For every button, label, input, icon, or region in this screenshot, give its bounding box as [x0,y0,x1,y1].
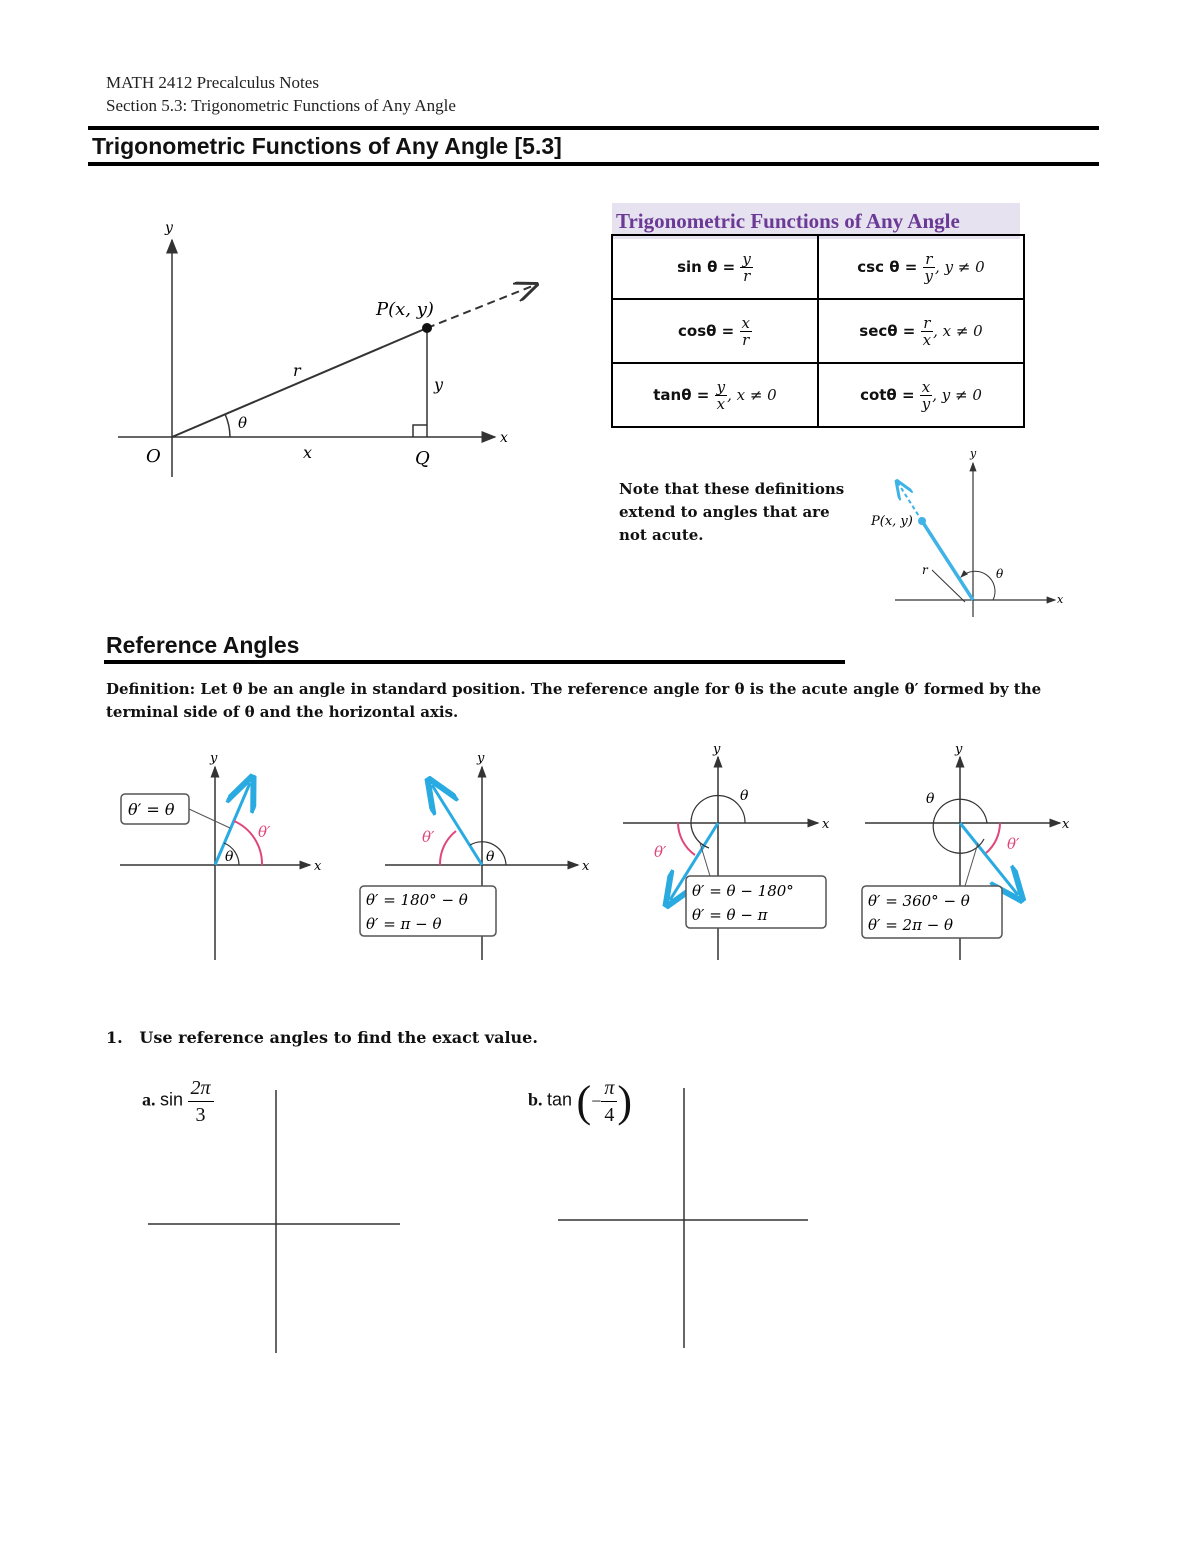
svg-text:x: x [1062,817,1070,832]
cell-csc: csc θ = $\frac{r}{y}$ , y ≠ 0 [818,235,1024,299]
svg-text:x: x [582,859,590,874]
svg-text:y: y [713,745,721,757]
svg-text:y: y [970,447,977,460]
section-title: Section 5.3: Trigonometric Functions of Any Angle [106,96,456,115]
cell-sin: sin θ = $\frac{y}{r}$ [612,235,818,299]
svg-text:θ: θ [225,849,234,865]
svg-text:θ′ = 180° − θ: θ′ = 180° − θ [366,891,468,909]
svg-text:y: y [955,745,963,757]
svg-text:θ: θ [926,791,935,807]
svg-text:θ′ = π − θ: θ′ = π − θ [366,915,442,933]
svg-text:r: r [922,563,928,577]
note-text: Note that these definitions extend to angles that are not acute. [619,480,845,544]
r-label: r [293,361,301,380]
x-axis-label: x [500,430,508,446]
terminal-extension [427,285,535,328]
svg-text:y: y [477,751,485,766]
origin-label: O [146,446,161,467]
reference-rule [104,660,845,664]
table-row [612,235,1024,299]
p-label: P(x, y) [376,299,434,320]
cell-cot: cotθ = $\frac{x}{y}$ , y ≠ 0 [818,363,1024,427]
svg-text:x: x [822,817,830,832]
table-row [612,299,1024,363]
svg-text:θ: θ [486,849,495,865]
ref-diagram-3 [623,745,830,960]
svg-text:P(x, y): P(x, y) [871,514,913,529]
svg-text:θ′: θ′ [258,823,271,841]
svg-text:y: y [210,751,218,766]
definition-text: Definition: Let θ be an angle in standard position. The reference angle for θ is the acute angle θ′ formed by the terminal side of θ and the horizontal axis. [106,680,1042,721]
svg-text:θ′ = θ − π: θ′ = θ − π [692,906,768,924]
svg-text:x: x [1057,593,1064,606]
title-rule-bottom [88,162,1099,166]
ref-diagram-2 [360,751,590,960]
table-row [612,363,1024,427]
side-y-label: y [434,375,444,394]
svg-text:θ: θ [740,788,749,804]
right-angle-mark [413,425,427,437]
figure-terminal-point [110,205,550,495]
cell-tan: tanθ = $\frac{y}{x}$ , x ≠ 0 [612,363,818,427]
cell-cos: cosθ = $\frac{x}{r}$ [612,299,818,363]
exercise-a: a. sin $\frac{2\pi}{3}$ [142,1075,214,1128]
y-axis-label: y [165,220,173,236]
course-title: MATH 2412 Precalculus Notes [106,73,319,92]
title-rule-top [88,126,1099,130]
reference-angle-diagrams [100,745,1100,970]
cell-sec: secθ = $\frac{r}{x}$ , x ≠ 0 [818,299,1024,363]
table-heading: Trigonometric Functions of Any Angle [612,203,1020,239]
ref-diagram-4 [862,745,1070,960]
theta-arc [225,414,230,437]
svg-text:θ: θ [996,567,1004,581]
terminal-side [172,328,427,437]
trig-functions-table [611,234,1025,428]
svg-text:θ′ = 360° − θ: θ′ = 360° − θ [868,892,970,910]
exercise-b: b. tan (− $\frac{\pi}{4}$ ) [528,1077,633,1126]
q-label: Q [415,448,430,469]
exercise-prompt: 1. Use reference angles to find the exact value. [106,1028,538,1047]
point-p [422,323,432,333]
exercise-axes [140,1085,840,1360]
side-x-label: x [303,443,313,462]
theta-label: θ [238,414,248,432]
ref-box-1: θ′ = θ [128,800,175,819]
svg-text:θ′: θ′ [654,843,667,861]
svg-text:θ′: θ′ [1007,835,1020,853]
ref-diagram-1 [120,751,322,960]
svg-text:x: x [314,859,322,874]
figure-obtuse-angle [860,445,1070,620]
svg-text:θ′: θ′ [422,828,435,846]
svg-text:θ′ = 2π − θ: θ′ = 2π − θ [868,916,954,934]
svg-text:θ′ = θ − 180°: θ′ = θ − 180° [692,882,794,900]
reference-heading: Reference Angles [106,632,300,658]
page-title: Trigonometric Functions of Any Angle [5.3] [92,133,562,159]
